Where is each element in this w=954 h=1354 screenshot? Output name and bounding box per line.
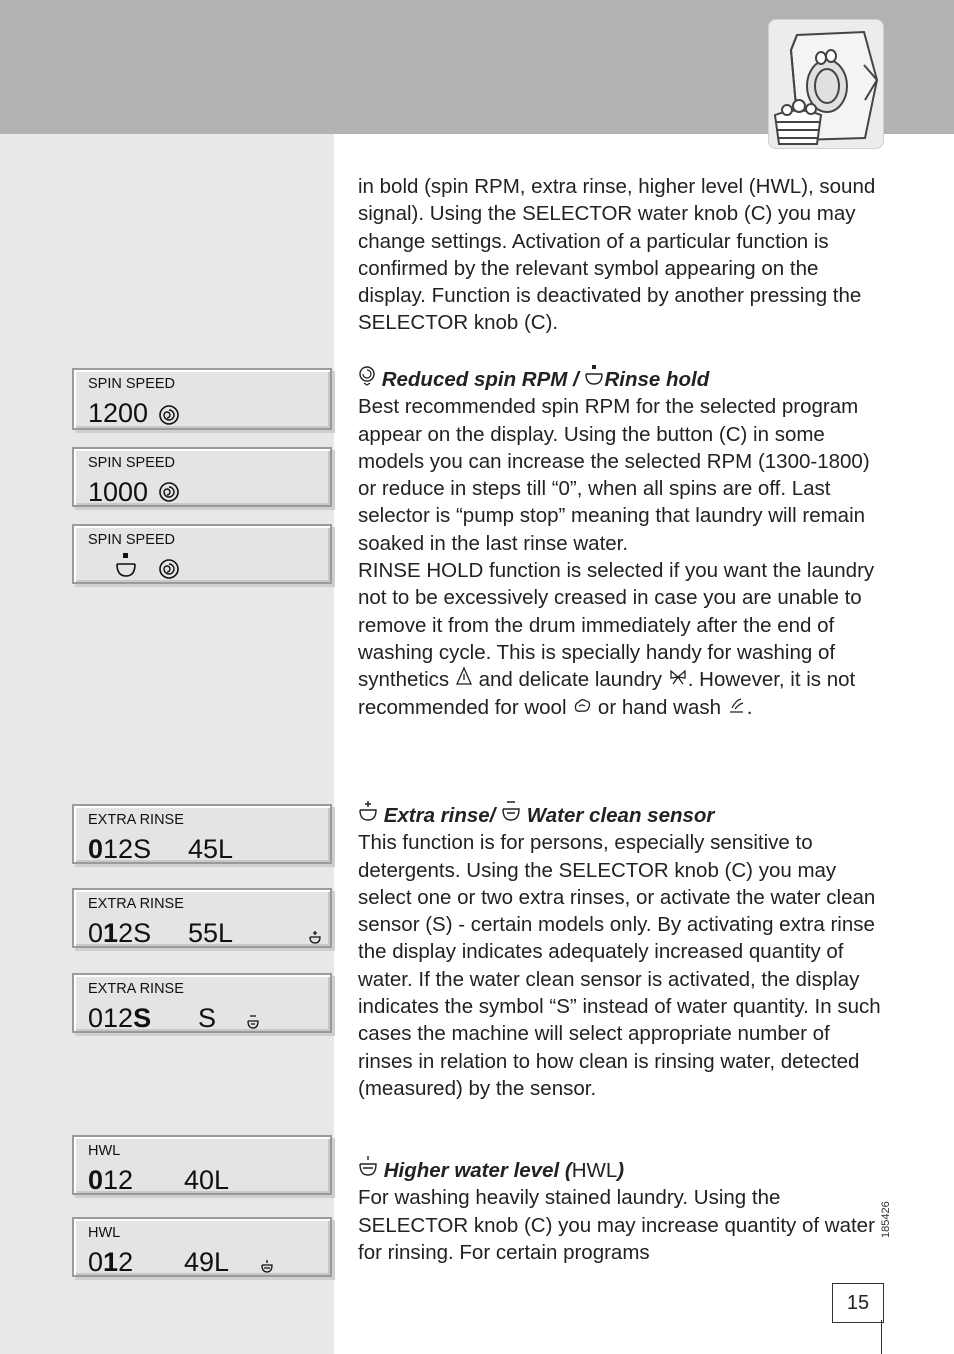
section-heading-extra-rinse: [358, 800, 888, 829]
text-span: RINSE HOLD function is selected if you want the laundry not to be excessively creased in case you are unable to remove it from the drum immediately after the end of washing cycle. This is specially handy for washing of synthetics: [358, 559, 875, 692]
synthetics-icon: [455, 666, 473, 686]
heading-part-a: Reduced spin RPM /: [381, 368, 579, 391]
document-code: 185426: [880, 1201, 892, 1238]
lcd-digits: 2S: [118, 918, 152, 948]
lcd-digits: 2: [118, 1247, 134, 1277]
extra-rinse-icon: [308, 930, 322, 944]
rinse-hold-icon: [584, 364, 604, 386]
lcd-label: EXTRA RINSE: [88, 981, 184, 997]
lcd-value: 1000: [88, 477, 149, 507]
reduced-spin-icon: [358, 366, 376, 386]
lcd-value: [88, 1247, 133, 1278]
lcd-water: S: [198, 1003, 217, 1033]
rinse-hold-icon: [114, 552, 138, 578]
lcd-label: SPIN SPEED: [88, 376, 176, 392]
rinse-hold-body: [358, 557, 888, 721]
lcd-digits: 012: [88, 1003, 134, 1033]
lcd-value: 1200: [88, 398, 149, 428]
lcd-water: 49L: [184, 1247, 230, 1277]
section-heading-spin: [358, 364, 888, 393]
lcd-digit: 0: [88, 918, 104, 948]
lcd-water: 55L: [188, 918, 234, 948]
section-spin: [358, 364, 888, 721]
lcd-label: HWL: [88, 1143, 121, 1159]
lcd-bold-digit: 0: [88, 1165, 104, 1195]
lcd-value: [88, 918, 151, 949]
lcd-spin-1000: [72, 447, 332, 507]
intro-text: in bold (spin RPM, extra rinse, higher level (HWL), sound signal). Using the SELECTOR water knob (C) you may change settings. Activation of a particular function is confirmed by the relevant symbol appearing on the display. Function is deactivated by another pressing the SELECTOR knob (C).: [358, 175, 876, 335]
lcd-label: SPIN SPEED: [88, 455, 176, 471]
intro-paragraph: [358, 173, 888, 337]
spin-icon: [158, 404, 180, 426]
spin-body: Best recommended spin RPM for the selected program appear on the display. Using the button (C) in some models you can increase the selected RPM (1300-1800) or reduce in steps till “0”, when all spins are off. Last selector is “pump stop” meaning that laundry will remain soaked in the last rinse water.: [358, 395, 870, 555]
water-clean-sensor-icon: [501, 800, 521, 822]
higher-water-level-icon: [358, 1155, 378, 1177]
lcd-label: EXTRA RINSE: [88, 896, 184, 912]
page-number-rule: [881, 1320, 882, 1354]
lcd-bold-digit: 1: [103, 1247, 119, 1277]
page-number: 15: [832, 1283, 884, 1323]
lcd-spin-rinse-hold: [72, 524, 332, 584]
heading-part-b: Rinse hold: [604, 368, 710, 391]
heading-part-b: Water clean sensor: [526, 804, 715, 827]
heading-code: HWL: [571, 1159, 618, 1182]
lcd-bold-digit: S: [133, 1003, 152, 1033]
hwl-body: For washing heavily stained laundry. Using the SELECTOR knob (C) you may increase quantity of water for rinsing. For certain programs: [358, 1186, 875, 1264]
lcd-extra-rinse-3: [72, 973, 332, 1033]
lcd-spin-1200: [72, 368, 332, 430]
section-extra-rinse: [358, 800, 888, 1102]
water-clean-sensor-icon: [246, 1015, 260, 1029]
text-span: or hand wash: [597, 695, 722, 719]
lcd-extra-rinse-1: [72, 804, 332, 864]
heading-part-a: Higher water level (: [383, 1159, 572, 1182]
spin-icon: [158, 558, 180, 580]
hand-wash-icon: [727, 696, 747, 714]
extra-rinse-icon: [358, 800, 378, 822]
section-heading-hwl: [358, 1155, 888, 1184]
lcd-extra-rinse-2: [72, 888, 332, 948]
lcd-digits: 12S: [103, 834, 152, 864]
washing-machine-logo: [768, 19, 884, 149]
lcd-bold-digit: 1: [103, 918, 119, 948]
lcd-digit: 0: [88, 1247, 104, 1277]
section-hwl: [358, 1155, 888, 1266]
lcd-value: [88, 834, 151, 865]
heading-close: ): [617, 1159, 625, 1182]
extra-rinse-body: This function is for persons, especially sensitive to detergents. Using the SELECTOR knob (C) you may select one or two extra rinses, or activate the water clean sensor (S) - certain models only. By activating extra rinse the display indicates adequately increased quantity of water. If the water clean sensor is activated, the display indicates the symbol “S” instead of water quantity. In such cases the machine will select appropriate number of rinses in relation to how clean is rinsing water, detected (measured) by the sensor.: [358, 831, 881, 1100]
text-span: and delicate laundry: [478, 668, 663, 692]
text-span: .: [746, 695, 753, 719]
lcd-water: 45L: [188, 834, 234, 864]
higher-water-level-icon: [260, 1259, 274, 1273]
lcd-value: [88, 1165, 133, 1196]
lcd-value: [88, 1003, 151, 1034]
lcd-water: 40L: [184, 1165, 230, 1195]
lcd-label: SPIN SPEED: [88, 532, 176, 548]
lcd-label: HWL: [88, 1225, 121, 1241]
heading-part-a: Extra rinse/: [383, 804, 496, 827]
wool-icon: [572, 696, 592, 714]
lcd-digits: 12: [103, 1165, 134, 1195]
lcd-hwl-2: [72, 1217, 332, 1277]
delicate-laundry-icon: [668, 668, 688, 686]
lcd-label: EXTRA RINSE: [88, 812, 184, 828]
spin-icon: [158, 481, 180, 503]
lcd-bold-digit: 0: [88, 834, 104, 864]
text-span: . However, it is not recommended for wool: [358, 668, 856, 719]
lcd-hwl-1: [72, 1135, 332, 1195]
